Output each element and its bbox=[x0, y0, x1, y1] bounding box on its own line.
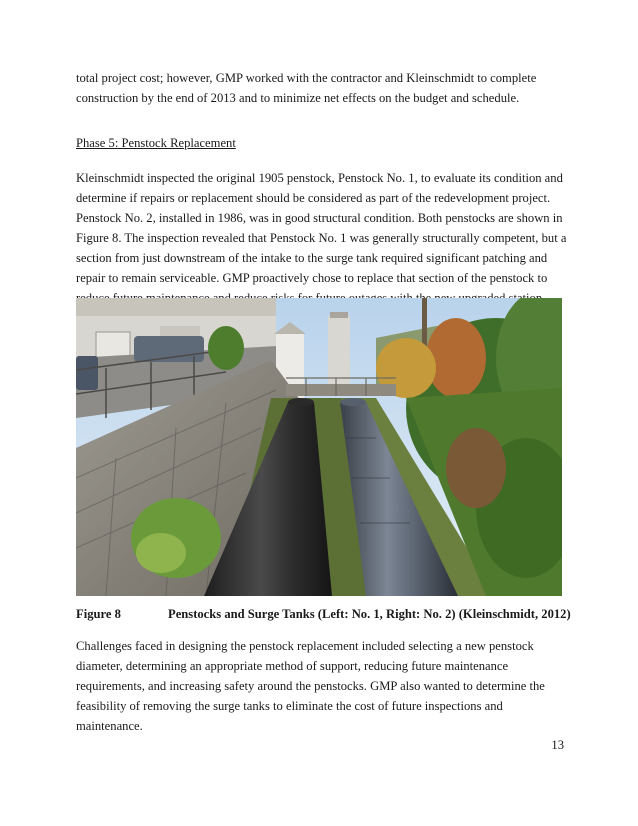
paragraph-penstock-inspection bbox=[76, 168, 568, 308]
text-line: Penstock No. 2, installed in 1986, was in good structural condition. Both penstocks are shown in bbox=[76, 211, 563, 225]
text-line: maintenance. bbox=[76, 719, 143, 733]
penstock-photo bbox=[76, 298, 562, 596]
text-line: Challenges faced in designing the penstock replacement included selecting a new penstock bbox=[76, 639, 534, 653]
figure-caption bbox=[76, 604, 571, 624]
text-line: diameter, determining an appropriate method of support, reducing future maintenance bbox=[76, 659, 509, 673]
text-line: total project cost; however, GMP worked with the contractor and Kleinschmidt to complete bbox=[76, 71, 537, 85]
text-line: repair to remain serviceable. GMP proactively chose to replace that section of the penstock to bbox=[76, 271, 548, 285]
text-line: construction by the end of 2013 and to minimize net effects on the budget and schedule. bbox=[76, 91, 520, 105]
paragraph-design-challenges bbox=[76, 636, 568, 736]
text-line: determine if repairs or replacement should be considered as part of the redevelopment project. bbox=[76, 191, 551, 205]
text-line: requirements, and increasing safety around the penstocks. GMP also wanted to determine the bbox=[76, 679, 545, 693]
text-line: Kleinschmidt inspected the original 1905 penstock, Penstock No. 1, to evaluate its condition and bbox=[76, 171, 563, 185]
text-line: section from just downstream of the intake to the surge tank required significant patching and bbox=[76, 251, 548, 265]
figure-number: Figure 8 bbox=[76, 607, 121, 621]
page-number: 13 bbox=[551, 738, 564, 752]
section-heading: Phase 5: Penstock Replacement bbox=[76, 136, 236, 150]
text-line: Figure 8. The inspection revealed that Penstock No. 1 was generally structurally competent, but a bbox=[76, 231, 567, 245]
figure-title: Penstocks and Surge Tanks (Left: No. 1, Right: No. 2) (Kleinschmidt, 2012) bbox=[168, 607, 571, 621]
text-line: feasibility of removing the surge tanks to eliminate the cost of future inspections and bbox=[76, 699, 503, 713]
paragraph-project-cost bbox=[76, 68, 568, 108]
